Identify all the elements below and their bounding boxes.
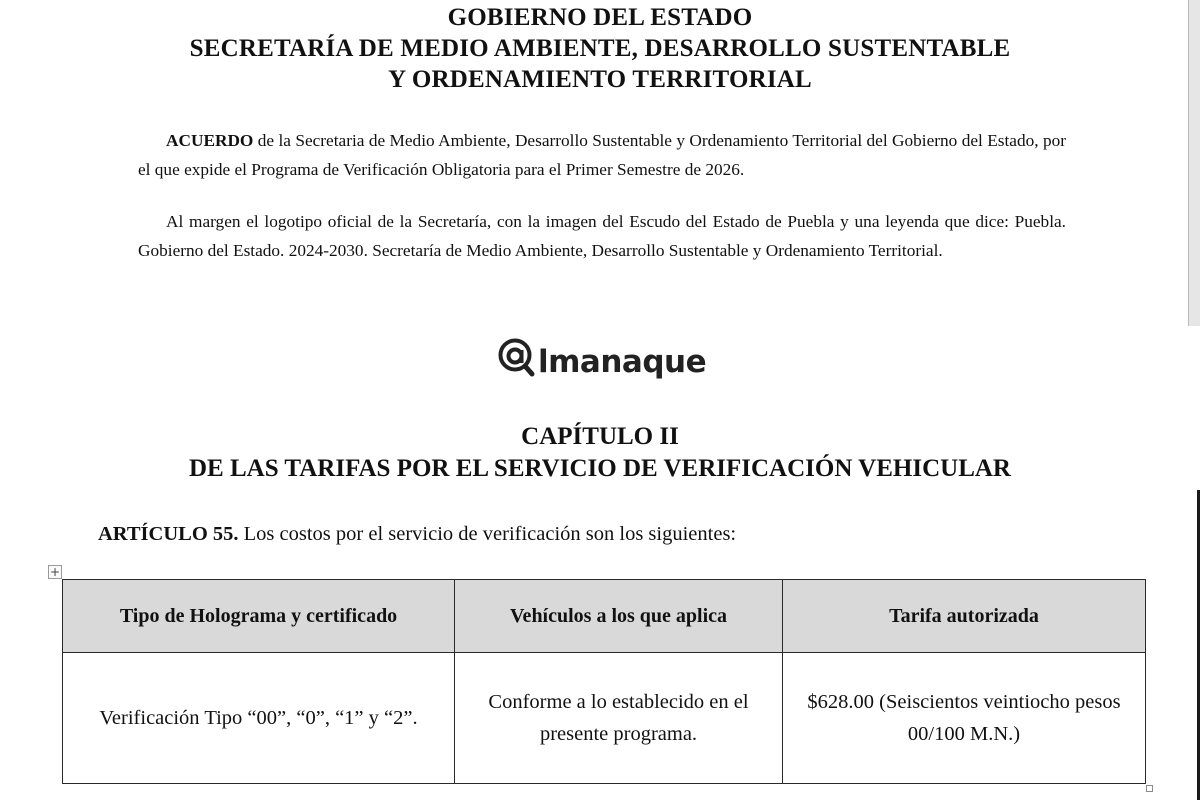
- chapter-heading: [0, 421, 1200, 485]
- cell-hologram-type: Verificación Tipo “00”, “0”, “1” y “2”.: [63, 653, 455, 784]
- table-header-row: [63, 580, 1146, 653]
- table-move-handle-icon[interactable]: +: [49, 565, 61, 579]
- header-line-1: GOBIERNO DEL ESTADO: [447, 4, 753, 31]
- verification-rates-table: [62, 579, 1146, 784]
- agreement-paragraph: [138, 126, 1066, 184]
- article-55: [98, 520, 736, 548]
- almanaque-watermark: [497, 340, 706, 384]
- cell-applicable-vehicles: Conforme a lo establecido en el presente programa.: [455, 653, 783, 784]
- agreement-lead: ACUERDO: [166, 131, 254, 150]
- article-text: Los costos por el servicio de verificación son los siguientes:: [238, 523, 737, 545]
- agreement-text: de la Secretaria de Medio Ambiente, Desarrollo Sustentable y Ordenamiento Territorial del Gobierno del Estado, por el que expide el Programa de Verificación Obligatoria para el Primer Semestre de 2026.: [138, 131, 1066, 179]
- chapter-title: DE LAS TARIFAS POR EL SERVICIO DE VERIFICACIÓN VEHICULAR: [189, 455, 1011, 482]
- margin-note-text: Al margen el logotipo oficial de la Secretaría, con la imagen del Escudo del Estado de Puebla y una leyenda que dice: Puebla. Gobierno del Estado. 2024-2030. Secretaría de Medio Ambiente, Desarrollo Sustentable y Ordenamiento Territorial.: [138, 212, 1066, 260]
- header-line-3: Y ORDENAMIENTO TERRITORIAL: [388, 66, 812, 93]
- government-header: [0, 2, 1200, 95]
- table-row: [63, 653, 1146, 784]
- table-resize-handle[interactable]: [1146, 785, 1153, 792]
- header-authorized-rate: Tarifa autorizada: [783, 580, 1146, 653]
- margin-note-paragraph: [138, 207, 1066, 265]
- cell-authorized-rate: $628.00 (Seiscientos veintiocho pesos 00/100 M.N.): [783, 653, 1146, 784]
- header-applicable-vehicles: Vehículos a los que aplica: [455, 580, 783, 653]
- watermark-brand-text: lmanaque: [538, 344, 707, 380]
- at-magnifier-icon: [497, 336, 538, 388]
- header-hologram-type: Tipo de Holograma y certificado: [63, 580, 455, 653]
- article-label: ARTÍCULO 55.: [98, 523, 239, 545]
- header-line-2: SECRETARÍA DE MEDIO AMBIENTE, DESARROLLO SUSTENTABLE: [189, 35, 1011, 62]
- chapter-number: CAPÍTULO II: [521, 423, 679, 450]
